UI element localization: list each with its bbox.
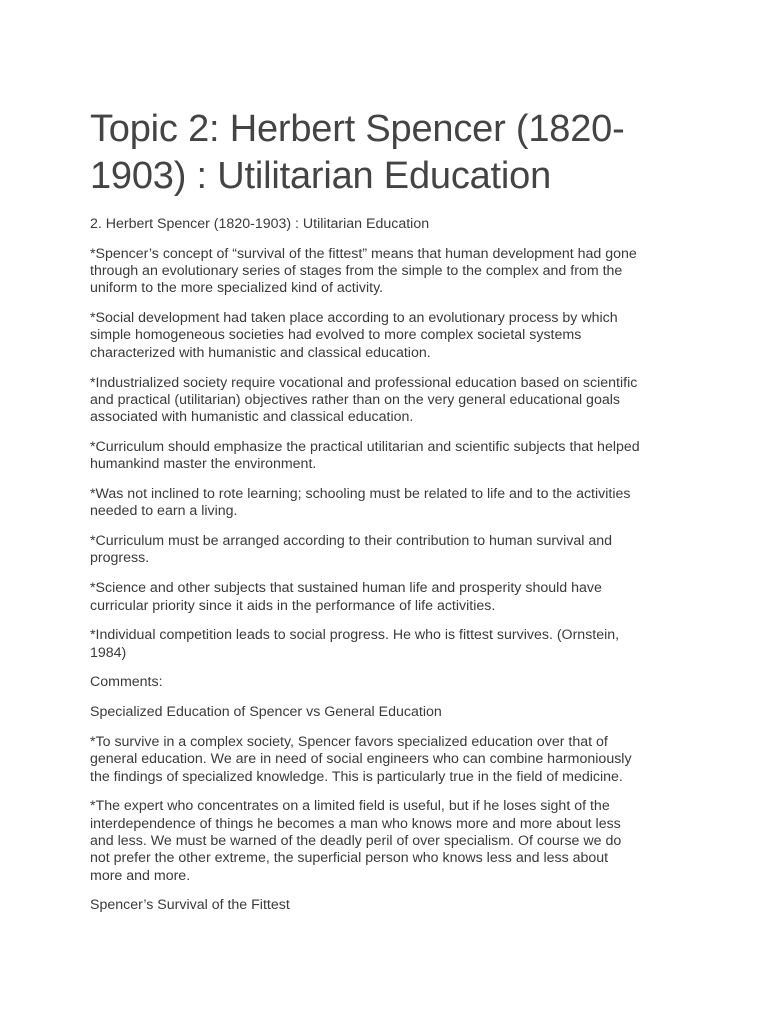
comments-label: Comments: xyxy=(90,674,163,691)
paragraph-expert-specialism: *The expert who concentrates on a limited field is useful, but if he loses sight of the interdependence of things he becomes a man who knows more and more about less and less. We must be warned of the deadly peril of over specialism. Of course we do not prefer the other extreme, the superficial person who knows less and less about more and more. xyxy=(90,798,622,884)
paragraph-complex-society: *To survive in a complex society, Spencer favors specialized education over that of general education. We are in need of social engineers who can combine harmoniously the findings of specialized knowledge. This is particularly true in the field of medicine. xyxy=(90,734,632,785)
subheading-survival-of-fittest: Spencer’s Survival of the Fittest xyxy=(90,897,290,914)
paragraph-survival-concept: *Spencer’s concept of “survival of the fittest” means that human development had gone through an evolutionary series of stages from the simple to the complex and from the uniform to the more specialized kind of activity. xyxy=(90,245,637,297)
paragraph-curriculum-arrangement: *Curriculum must be arranged according to their contribution to human survival and progress. xyxy=(90,533,613,567)
document-page xyxy=(90,106,690,927)
document-title xyxy=(90,106,690,200)
paragraph-industrialized-society: *Industrialized society require vocational and professional education based on scientific and practical (utilitarian) objectives rather than on the very general educational goals associated with humanistic and classical education. xyxy=(90,374,638,426)
paragraph-rote-learning: *Was not inclined to rote learning; schooling must be related to life and to the activities needed to earn a living. xyxy=(90,486,631,520)
title-line: Topic 2: Herbert Spencer (1820- xyxy=(90,108,625,150)
subheading-specialized-education: Specialized Education of Spencer vs General Education xyxy=(90,704,442,721)
paragraph-social-development: *Social development had taken place according to an evolutionary process by which simple homogeneous societies had evolved to more complex societal systems characterized with humanistic and classical education. xyxy=(90,310,618,361)
paragraph-curriculum-emphasis: *Curriculum should emphasize the practical utilitarian and scientific subjects that helped humankind master the environment. xyxy=(90,438,640,473)
paragraph-science-priority: *Science and other subjects that sustained human life and prosperity should have curricular priority since it aids in the performance of life activities. xyxy=(90,580,602,614)
paragraph-individual-competition: *Individual competition leads to social progress. He who is fittest survives. (Ornstein, 1984) xyxy=(90,627,620,661)
section-heading: 2. Herbert Spencer (1820-1903) : Utilitarian Education xyxy=(90,216,430,232)
title-line: 1903) : Utilitarian Education xyxy=(90,155,552,197)
